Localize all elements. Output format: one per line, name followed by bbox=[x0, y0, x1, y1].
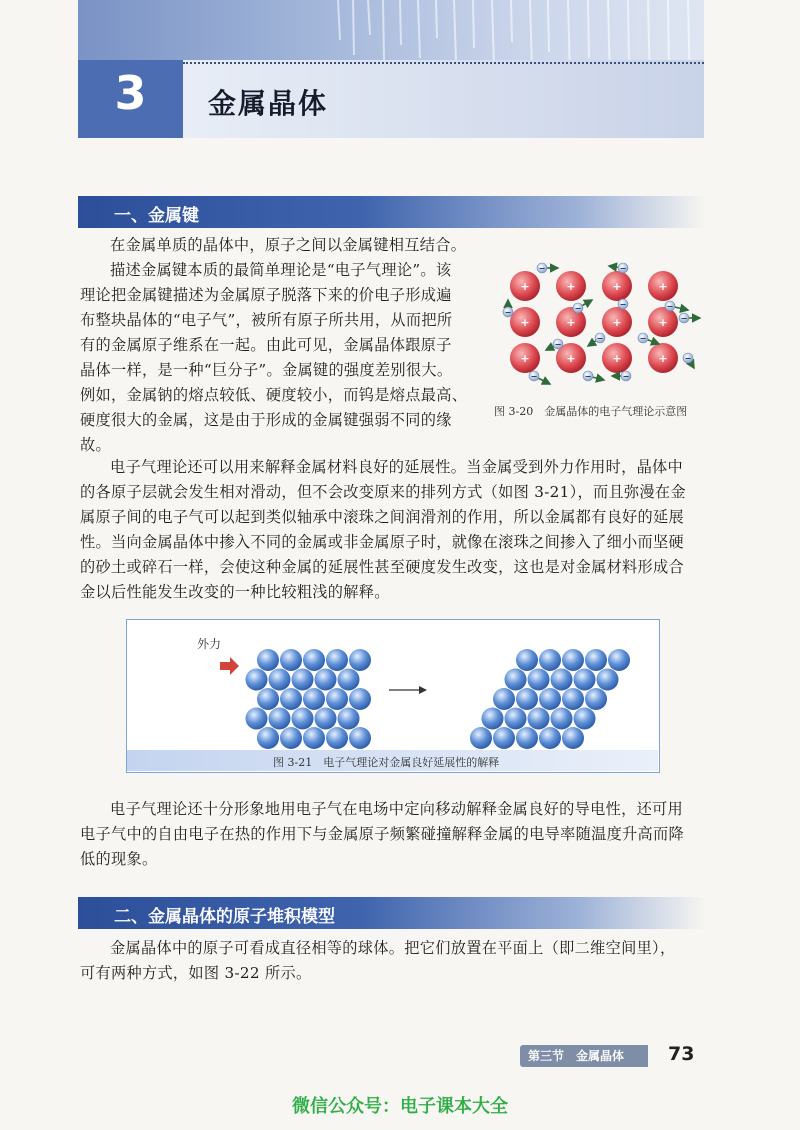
svg-text:−: − bbox=[622, 372, 630, 381]
atom-ball bbox=[516, 649, 538, 671]
text-line: 金以后性能发生改变的一种比较粗浅的解释。 bbox=[80, 583, 390, 601]
svg-text:−: − bbox=[680, 314, 688, 323]
svg-text:−: − bbox=[584, 372, 592, 381]
electron bbox=[537, 263, 558, 273]
atom-ball bbox=[551, 669, 573, 691]
metal-ion bbox=[510, 271, 540, 301]
paragraph-stacking bbox=[80, 936, 720, 986]
atom-layers-after bbox=[470, 649, 630, 749]
section-header-atom-stacking bbox=[78, 897, 706, 929]
text-line: 的砂土或碎石一样，会使这种金属的延展性甚至硬度发生改变，这也是对金属材料形成合 bbox=[80, 558, 685, 576]
figure-3-20-electron-gas-diagram bbox=[498, 258, 708, 398]
svg-text:+: + bbox=[612, 352, 622, 365]
text-line: 电子气中的自由电子在热的作用下与金属原子频繁碰撞解释金属的电导率随温度升高而降 bbox=[80, 825, 685, 843]
svg-text:−: − bbox=[504, 308, 512, 317]
atom-ball bbox=[349, 688, 371, 710]
svg-text:−: − bbox=[596, 334, 604, 343]
electron bbox=[679, 313, 700, 323]
atom-layers-before bbox=[246, 649, 372, 749]
text-line: 描述金属键本质的最简单理论是“电子气理论”。该 bbox=[110, 261, 452, 279]
atom-ball bbox=[315, 669, 337, 691]
text-line: 性。当向金属晶体中掺入不同的金属或非金属原子时，就像在滚珠之间掺入了细小而坚硬 bbox=[80, 533, 685, 551]
page-number: 73 bbox=[668, 1043, 695, 1065]
atom-ball bbox=[292, 669, 314, 691]
svg-text:+: + bbox=[658, 280, 668, 293]
metal-ion bbox=[602, 343, 632, 373]
atom-ball bbox=[562, 688, 584, 710]
text-line: 在金属单质的晶体中，原子之间以金属键相互结合。 bbox=[110, 236, 467, 254]
figure-3-21-caption: 图 3-21 电子气理论对金属良好延展性的解释 bbox=[273, 756, 500, 769]
atom-ball bbox=[585, 688, 607, 710]
atom-ball bbox=[280, 727, 302, 749]
svg-text:+: + bbox=[566, 280, 576, 293]
electron bbox=[529, 371, 550, 384]
atom-ball bbox=[269, 708, 291, 730]
atom-ball bbox=[303, 649, 325, 671]
atom-ball bbox=[303, 688, 325, 710]
metal-ion bbox=[648, 271, 678, 301]
paragraph-conductivity bbox=[80, 797, 720, 872]
svg-text:−: − bbox=[530, 372, 538, 381]
text-line: 硬度很大的金属，这是由于形成的金属键强弱不同的缘 bbox=[80, 411, 452, 429]
electron bbox=[546, 339, 563, 350]
figure-3-20-caption: 图 3-20 金属晶体的电子气理论示意图 bbox=[494, 405, 688, 418]
section-title: 一、金属键 bbox=[114, 206, 199, 226]
atom-ball bbox=[493, 688, 515, 710]
svg-text:−: − bbox=[619, 300, 627, 309]
atom-ball bbox=[470, 727, 492, 749]
electron bbox=[618, 299, 628, 309]
svg-text:+: + bbox=[520, 352, 530, 365]
atom-ball bbox=[338, 669, 360, 691]
metal-ion bbox=[556, 271, 586, 301]
atom-ball bbox=[280, 649, 302, 671]
atom-ball bbox=[326, 649, 348, 671]
electron bbox=[583, 371, 604, 381]
svg-text:+: + bbox=[520, 280, 530, 293]
svg-text:−: − bbox=[619, 264, 627, 273]
section-title: 二、金属晶体的原子堆积模型 bbox=[114, 907, 335, 927]
atom-ball bbox=[539, 688, 561, 710]
atom-ball bbox=[539, 727, 561, 749]
atom-ball bbox=[493, 727, 515, 749]
svg-text:+: + bbox=[520, 316, 530, 329]
atom-ball bbox=[257, 727, 279, 749]
atom-ball bbox=[608, 649, 630, 671]
text-line: 属原子间的电子气可以起到类似轴承中滚珠之间润滑剂的作用，所以金属都有良好的延展 bbox=[80, 508, 685, 526]
electron bbox=[588, 333, 605, 346]
chapter-number: 3 bbox=[114, 66, 147, 120]
metal-ion bbox=[510, 307, 540, 337]
text-line: 电子气理论还十分形象地用电子气在电场中定向移动解释金属良好的导电性，还可用 bbox=[110, 800, 684, 818]
svg-text:−: − bbox=[574, 304, 582, 313]
atom-ball bbox=[246, 708, 268, 730]
atom-ball bbox=[505, 669, 527, 691]
text-line: 理论把金属键描述为金属原子脱落下来的价电子形成遍 bbox=[80, 286, 452, 304]
svg-text:−: − bbox=[639, 334, 647, 343]
atom-ball bbox=[597, 669, 619, 691]
svg-text:−: − bbox=[538, 264, 546, 273]
atom-ball bbox=[269, 669, 291, 691]
atom-ball bbox=[516, 688, 538, 710]
metal-ion bbox=[602, 271, 632, 301]
svg-text:+: + bbox=[612, 316, 622, 329]
atom-ball bbox=[257, 649, 279, 671]
atom-ball bbox=[562, 727, 584, 749]
atom-ball bbox=[516, 727, 538, 749]
atom-ball bbox=[574, 708, 596, 730]
force-arrow-icon bbox=[220, 657, 239, 675]
svg-text:−: − bbox=[684, 354, 692, 363]
electron bbox=[683, 353, 694, 368]
atom-ball bbox=[349, 649, 371, 671]
atom-ball bbox=[292, 708, 314, 730]
atom-ball bbox=[585, 649, 607, 671]
svg-text:+: + bbox=[658, 316, 668, 329]
atom-ball bbox=[257, 688, 279, 710]
text-line: 例如，金属钠的熔点较低、硬度较小，而钨是熔点最高、 bbox=[80, 386, 468, 404]
atom-ball bbox=[326, 688, 348, 710]
text-line: 晶体一样，是一种“巨分子”。金属键的强度差别很大。 bbox=[80, 361, 453, 379]
atom-ball bbox=[349, 727, 371, 749]
atom-ball bbox=[338, 708, 360, 730]
atom-ball bbox=[574, 669, 596, 691]
electron bbox=[665, 301, 688, 311]
text-line: 金属晶体中的原子可看成直径相等的球体。把它们放置在平面上（即二维空间里）， bbox=[110, 939, 676, 957]
text-line: 电子气理论还可以用来解释金属材料良好的延展性。当金属受到外力作用时，晶体中 bbox=[110, 458, 684, 476]
atom-ball bbox=[315, 708, 337, 730]
atom-ball bbox=[528, 669, 550, 691]
metal-ion bbox=[648, 307, 678, 337]
svg-text:+: + bbox=[658, 352, 668, 365]
svg-text:−: − bbox=[666, 302, 674, 311]
metal-ion bbox=[648, 343, 678, 373]
force-label: 外力 bbox=[197, 637, 222, 651]
figure-3-21-sliding-layers bbox=[127, 620, 659, 750]
text-line: 可有两种方式，如图 3-22 所示。 bbox=[80, 964, 312, 982]
atom-ball bbox=[539, 649, 561, 671]
figure-3-21-caption-bar bbox=[127, 750, 658, 771]
atom-ball bbox=[551, 708, 573, 730]
atom-ball bbox=[482, 708, 504, 730]
chapter-title: 金属晶体 bbox=[208, 87, 329, 120]
section-header-metallic-bond bbox=[78, 196, 706, 228]
electron bbox=[503, 300, 513, 317]
dotted-rule bbox=[183, 62, 704, 64]
atom-ball bbox=[303, 727, 325, 749]
paragraph-intro bbox=[80, 233, 490, 458]
atom-ball bbox=[280, 688, 302, 710]
electron bbox=[573, 300, 592, 313]
atom-ball bbox=[505, 708, 527, 730]
text-line: 故。 bbox=[80, 436, 111, 454]
svg-text:+: + bbox=[566, 352, 576, 365]
text-line: 的各原子层就会发生相对滑动，但不会改变原来的排列方式（如图 3-21），而且弥漫在金 bbox=[80, 483, 686, 501]
paragraph-ductility bbox=[80, 455, 720, 605]
atom-ball bbox=[528, 708, 550, 730]
svg-text:−: − bbox=[554, 340, 562, 349]
footer-section-label: 第三节 金属晶体 bbox=[528, 1049, 625, 1063]
text-line: 低的现象。 bbox=[80, 850, 158, 868]
svg-text:+: + bbox=[566, 316, 576, 329]
metal-ion bbox=[602, 307, 632, 337]
text-line: 布整块晶体的“电子气”，被所有原子所共用，从而把所 bbox=[80, 311, 453, 329]
atom-ball bbox=[562, 649, 584, 671]
transition-arrow-icon bbox=[419, 686, 427, 694]
atom-ball bbox=[326, 727, 348, 749]
wechat-watermark: 微信公众号：电子课本大全 bbox=[292, 1096, 508, 1117]
metal-ion-lattice bbox=[510, 271, 678, 373]
atom-ball bbox=[246, 669, 268, 691]
svg-text:+: + bbox=[612, 280, 622, 293]
metal-ion bbox=[510, 343, 540, 373]
text-line: 有的金属原子维系在一起。由此可见，金属晶体跟原子 bbox=[80, 336, 452, 354]
